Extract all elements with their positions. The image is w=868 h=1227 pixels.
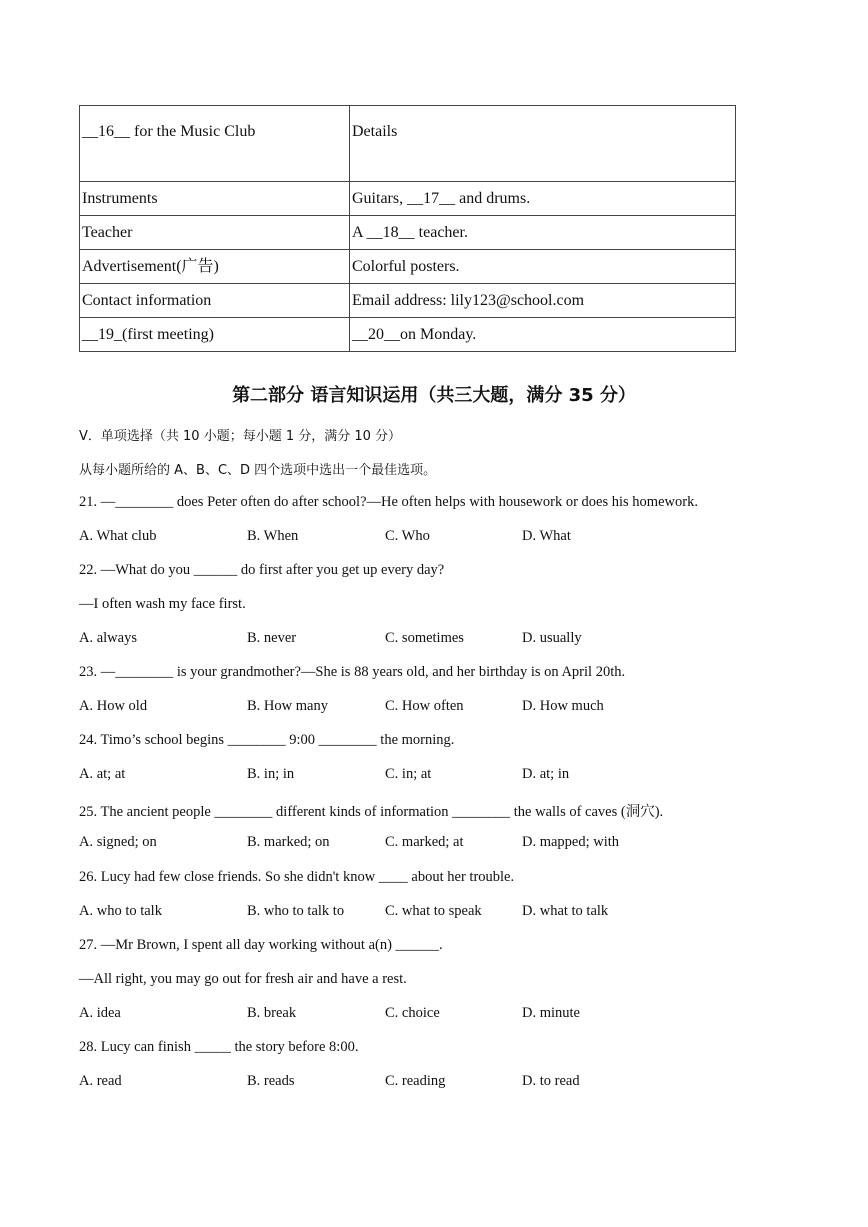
table-row	[80, 182, 736, 216]
table-cell: Colorful posters.	[350, 250, 736, 284]
table-cell: Email address: lily123@school.com	[350, 284, 736, 318]
option-b: B. break	[247, 1005, 297, 1021]
option-c: C. reading	[385, 1073, 446, 1089]
table-cell: Teacher	[80, 216, 350, 250]
option-d: D. what to talk	[522, 903, 609, 919]
option-a: A. always	[79, 630, 137, 646]
option-c: C. choice	[385, 1005, 440, 1021]
option-a: A. who to talk	[79, 903, 162, 919]
option-b: B. When	[247, 528, 299, 544]
table-cell: Advertisement(广告)	[80, 250, 350, 284]
option-b: B. How many	[247, 698, 328, 714]
club-info-table	[79, 105, 736, 352]
option-a: A. at; at	[79, 766, 126, 782]
table-cell: A __18__ teacher.	[350, 216, 736, 250]
option-c: C. marked; at	[385, 834, 464, 850]
option-b: B. reads	[247, 1073, 295, 1089]
table-row	[80, 216, 736, 250]
table-cell: Details	[350, 106, 736, 182]
option-d: D. to read	[522, 1073, 580, 1089]
option-d: D. mapped; with	[522, 834, 620, 850]
instruction-text: 从每小题所给的 A、B、C、D 四个选项中选出一个最佳选项。	[79, 463, 437, 478]
option-d: D. What	[522, 528, 571, 544]
option-b: B. marked; on	[247, 834, 330, 850]
option-a: A. signed; on	[79, 834, 157, 850]
table-cell: __20__on Monday.	[350, 318, 736, 352]
option-a: A. idea	[79, 1005, 121, 1021]
option-a: A. How old	[79, 698, 148, 714]
table-row	[80, 106, 736, 182]
option-d: D. minute	[522, 1005, 580, 1021]
option-c: C. How often	[385, 698, 464, 714]
question-27: 27. —Mr Brown, I spent all day working without a(n) ______.	[79, 937, 443, 953]
option-b: B. in; in	[247, 766, 295, 782]
question-22-reply: —I often wash my face first.	[79, 596, 246, 612]
option-c: C. what to speak	[385, 903, 482, 919]
question-21: 21. —________ does Peter often do after school?—He often helps with housework or does his homework.	[79, 494, 698, 510]
table-row	[80, 318, 736, 352]
table-cell: Instruments	[80, 182, 350, 216]
option-d: D. at; in	[522, 766, 570, 782]
question-28: 28. Lucy can finish _____ the story before 8:00.	[79, 1039, 359, 1055]
question-27-reply: —All right, you may go out for fresh air and have a rest.	[79, 971, 407, 987]
table-row	[80, 250, 736, 284]
option-a: A. What club	[79, 528, 157, 544]
option-b: B. never	[247, 630, 297, 646]
option-c: C. sometimes	[385, 630, 464, 646]
part-heading: V．单项选择（共 10 小题；每小题 1 分，满分 10 分）	[79, 429, 402, 444]
question-22: 22. —What do you ______ do first after you get up every day?	[79, 562, 445, 578]
option-d: D. usually	[522, 630, 582, 646]
question-25: 25. The ancient people ________ different kinds of information ________ the walls of caves (洞穴).	[79, 804, 664, 820]
table-row	[80, 284, 736, 318]
option-d: D. How much	[522, 698, 604, 714]
table-cell: __19_(first meeting)	[80, 318, 350, 352]
table-cell: Guitars, __17__ and drums.	[350, 182, 736, 216]
question-23: 23. —________ is your grandmother?—She is 88 years old, and her birthday is on April 20th.	[79, 664, 626, 680]
table-cell: Contact information	[80, 284, 350, 318]
option-c: C. in; at	[385, 766, 432, 782]
section-title: 第二部分 语言知识运用（共三大题，满分 35 分）	[232, 385, 636, 406]
question-24: 24. Timo’s school begins ________ 9:00 ________ the morning.	[79, 732, 455, 748]
option-c: C. Who	[385, 528, 430, 544]
table-cell: __16__ for the Music Club	[80, 106, 350, 182]
question-26: 26. Lucy had few close friends. So she didn't know ____ about her trouble.	[79, 869, 515, 885]
option-a: A. read	[79, 1073, 122, 1089]
option-b: B. who to talk to	[247, 903, 345, 919]
